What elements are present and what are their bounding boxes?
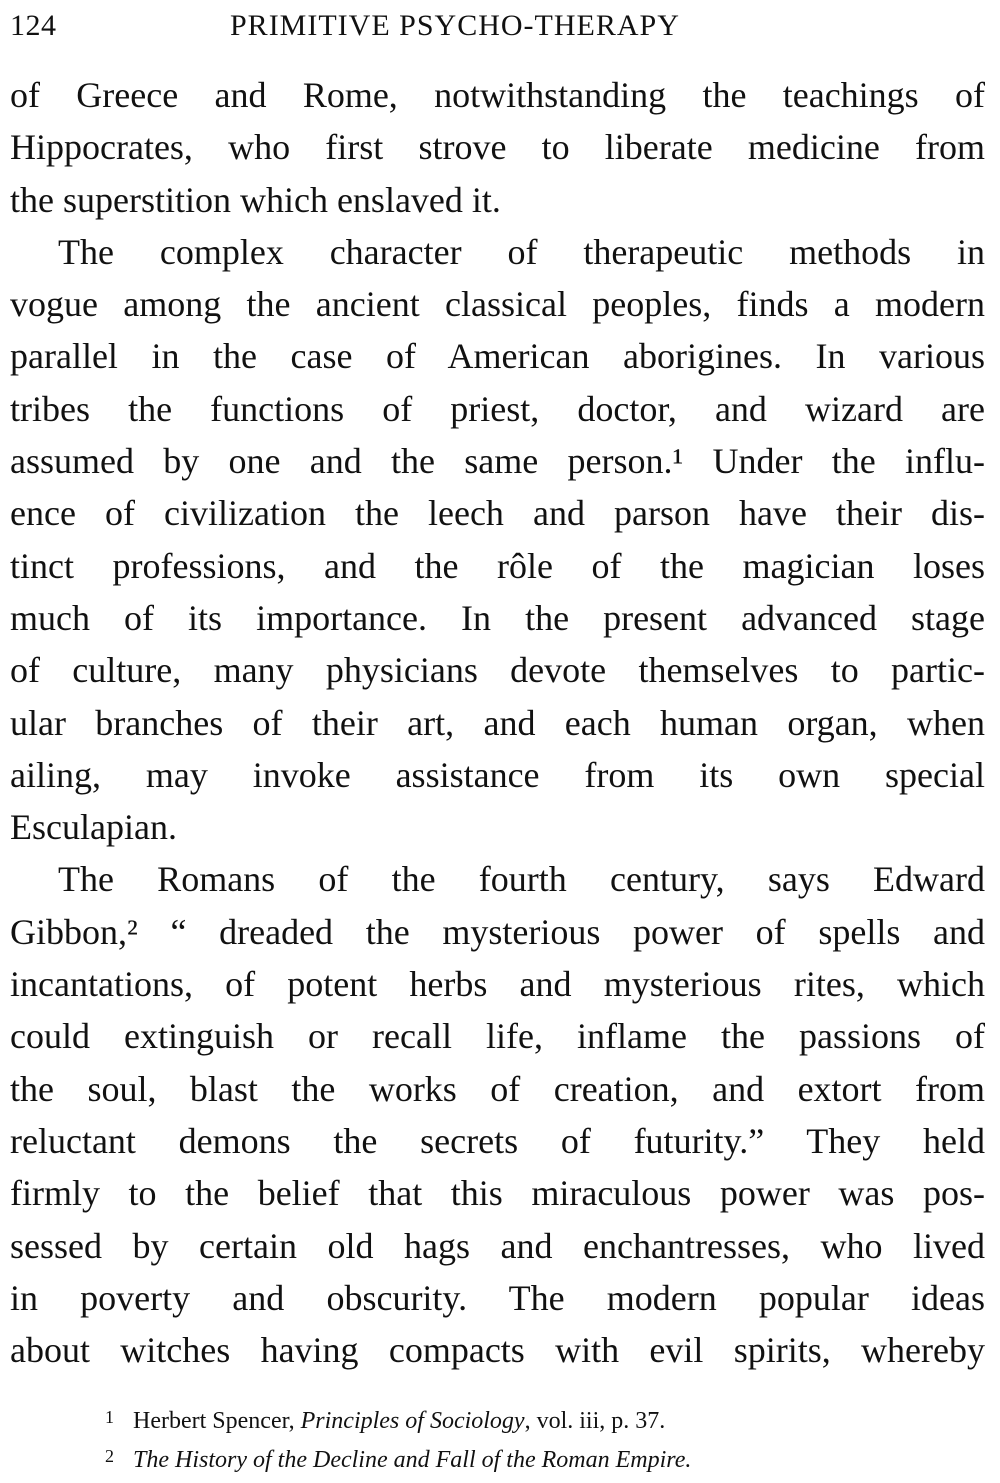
text-line: in poverty and obscurity. The modern popular ideas <box>10 1277 985 1318</box>
footnote-title: The History of the Decline and Fall of the Roman Empire. <box>133 1447 692 1473</box>
text-line: ular branches of their art, and each human organ, when <box>10 702 985 743</box>
footnote-2 <box>105 1439 985 1478</box>
text-line: could extinguish or recall life, inflame the passions of <box>10 1016 985 1057</box>
text-line: vogue among the ancient classical peoples, finds a modern <box>10 284 985 325</box>
text-line: the soul, blast the works of creation, and extort from <box>10 1068 985 1109</box>
footnote-1 <box>105 1400 985 1439</box>
footnote-marker: 1 <box>105 1407 114 1427</box>
text-line: assumed by one and the same person.¹ Under the influ- <box>10 441 985 482</box>
footnote-marker: 2 <box>105 1446 114 1466</box>
text-line: reluctant demons the secrets of futurity.” They held <box>10 1120 985 1161</box>
running-title: PRIMITIVE PSYCHO-THERAPY <box>230 9 680 42</box>
text-line: Esculapian. <box>10 807 177 848</box>
text-line: incantations, of potent herbs and mysterious rites, which <box>10 964 985 1005</box>
page-number: 124 <box>10 9 57 42</box>
text-line: parallel in the case of American aborigines. In various <box>10 336 985 377</box>
text-line: ence of civilization the leech and parson have their dis- <box>10 493 985 534</box>
text-line: ailing, may invoke assistance from its own special <box>10 754 985 795</box>
text-line: firmly to the belief that this miraculous power was pos- <box>10 1173 985 1214</box>
text-line: much of its importance. In the present advanced stage <box>10 597 985 638</box>
body-text <box>10 69 985 1376</box>
running-head <box>10 6 985 46</box>
text-line: Gibbon,² “ dreaded the mysterious power of spells and <box>10 911 985 952</box>
text-line: Hippocrates, who first strove to liberate medicine from <box>10 127 985 168</box>
text-line: tinct professions, and the rôle of the magician loses <box>10 545 985 586</box>
book-page <box>10 0 985 1483</box>
text-line: of Greece and Rome, notwithstanding the teachings of <box>10 75 985 115</box>
footnotes <box>105 1400 985 1478</box>
text-line: the superstition which enslaved it. <box>10 179 501 220</box>
text-line: of culture, many physicians devote themselves to partic- <box>10 650 985 691</box>
text-line: about witches having compacts with evil spirits, whereby <box>10 1330 985 1371</box>
footnote-text: , vol. iii, p. 37. <box>524 1408 666 1434</box>
footnote-text: Herbert Spencer, <box>133 1408 301 1434</box>
paragraph-first-line: The Romans of the fourth century, says Edward <box>58 859 985 900</box>
text-line: tribes the functions of priest, doctor, and wizard are <box>10 388 985 429</box>
paragraph-first-line: The complex character of therapeutic methods in <box>58 231 985 272</box>
footnote-title: Principles of Sociology <box>300 1408 525 1434</box>
text-line: sessed by certain old hags and enchantresses, who lived <box>10 1225 985 1266</box>
